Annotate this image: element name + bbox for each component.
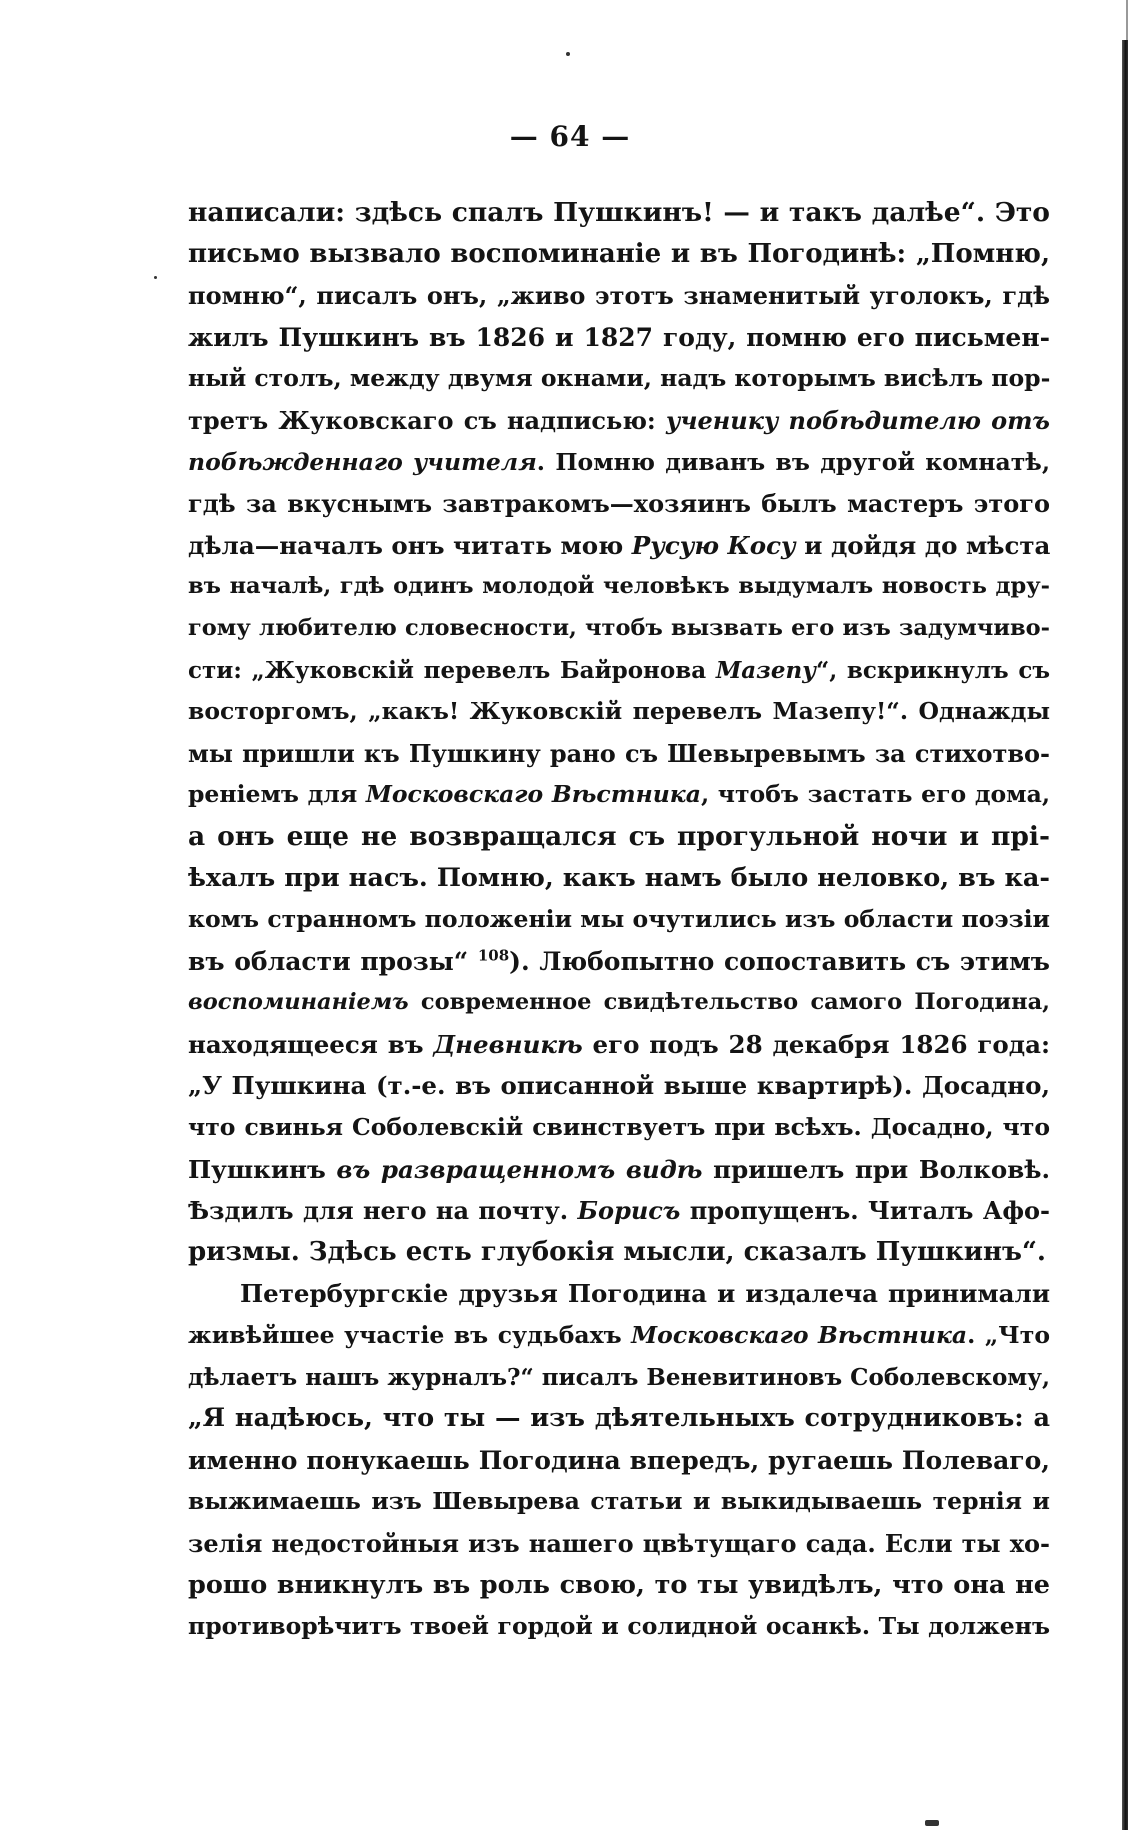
text-line: дѣлаетъ нашъ журналъ?“ писалъ Веневитиновъ Соболевскому, (188, 1363, 1050, 1391)
text-line: письмо вызвало воспоминаніе и въ Погодинѣ: „Помню, (188, 238, 1050, 269)
page-edge-top (1126, 0, 1128, 40)
ink-speck (925, 1820, 939, 1826)
text-line: а онъ еще не возвращался съ прогульной ночи и прі- (188, 820, 1050, 852)
ink-speck (154, 276, 157, 279)
text-line: „Я надѣюсь, что ты — изъ дѣятельныхъ сотрудниковъ: а (188, 1403, 1050, 1434)
text-line: въ области прозы“ $^{108}$). Любопытно сопоставить съ этимъ (188, 946, 1050, 976)
text-line: что свинья Соболевскій свинствуетъ при всѣхъ. Досадно, что (188, 1113, 1050, 1142)
text-line: жилъ Пушкинъ въ 1826 и 1827 году, помню его письмен- (188, 322, 1050, 352)
text-line: комъ странномъ положеніи мы очутились изъ области поэзіи (188, 905, 1050, 934)
text-line: въ началѣ, гдѣ одинъ молодой человѣкъ выдумалъ новость дру- (188, 573, 1050, 600)
text-line: выжимаешь изъ Шевырева статьи и выкидываешь тернія и (188, 1487, 1050, 1516)
text-line: воспоминаніемъ современное свидѣтельство самого Погодина, (188, 989, 1050, 1016)
text-line: помню“, писалъ онъ, „живо этотъ знаменитый уголокъ, гдѣ (188, 281, 1050, 311)
text-line: дѣла—началъ онъ читать мою Русую Косу и дойдя до мѣста (188, 530, 1051, 560)
text-line: побѣжденнаго учителя. Помню диванъ въ другой комнатѣ, (188, 447, 1050, 476)
text-line: именно понукаешь Погодина впередъ, ругаешь Полеваго, (188, 1445, 1050, 1475)
text-line: противорѣчитъ твоей гордой и солидной осанкѣ. Ты долженъ (188, 1612, 1050, 1641)
text-line: находящееся въ Дневникѣ его подъ 28 декабря 1826 года: (188, 1029, 1050, 1059)
text-line: гдѣ за вкуснымъ завтракомъ—хозяинъ былъ мастеръ этого (188, 489, 1050, 519)
text-line: ризмы. Здѣсь есть глубокія мысли, сказалъ Пушкинъ“. (188, 1236, 1046, 1267)
text-line: мы пришли къ Пушкину рано съ Шевыревымъ за стихотво- (188, 738, 1050, 768)
page-number: — 64 — (509, 120, 631, 153)
text-line: восторгомъ, „какъ! Жуковскій перевелъ Мазепу!“. Однажды (188, 697, 1050, 726)
text-line: живѣйшее участіе въ судьбахъ Московскаго Вѣстника. „Что (188, 1321, 1051, 1350)
text-line: рошо вникнулъ въ роль свою, то ты увидѣлъ, что она не (188, 1569, 1050, 1600)
text-line: Петербургскіе друзья Погодина и издалеча принимали (240, 1279, 1050, 1309)
page-edge-shadow (1122, 40, 1128, 1830)
text-line: Пушкинъ въ развращенномъ видѣ пришелъ при Волковѣ. (188, 1154, 1050, 1184)
text-line: „У Пушкина (т.-е. въ описанной выше квартирѣ). Досадно, (188, 1071, 1050, 1101)
text-line: зелія недостойныя изъ нашего цвѣтущаго сада. Если ты хо- (188, 1529, 1050, 1558)
page-body (188, 192, 1050, 1648)
text-line: сти: „Жуковскій перевелъ Байронова Мазепу“, вскрикнулъ съ (188, 656, 1051, 684)
text-line: ный столъ, между двумя окнами, надъ которымъ висѣлъ пор- (188, 364, 1051, 393)
text-line: ѣхалъ при насъ. Помню, какъ намъ было неловко, въ ка- (188, 862, 1050, 893)
ink-speck (566, 52, 570, 56)
text-line: гому любителю словесности, чтобъ вызвать его изъ задумчиво- (188, 614, 1050, 641)
text-line: реніемъ для Московскаго Вѣстника, чтобъ застать его дома, (188, 780, 1050, 809)
text-line: написали: здѣсь спалъ Пушкинъ! — и такъ далѣе“. Это (188, 197, 1050, 228)
text-line: Ѣздилъ для него на почту. Борисъ пропущенъ. Читалъ Афо- (188, 1196, 1050, 1226)
text-line: третъ Жуковскаго съ надписью: ученику побѣдителю отъ (188, 405, 1051, 435)
